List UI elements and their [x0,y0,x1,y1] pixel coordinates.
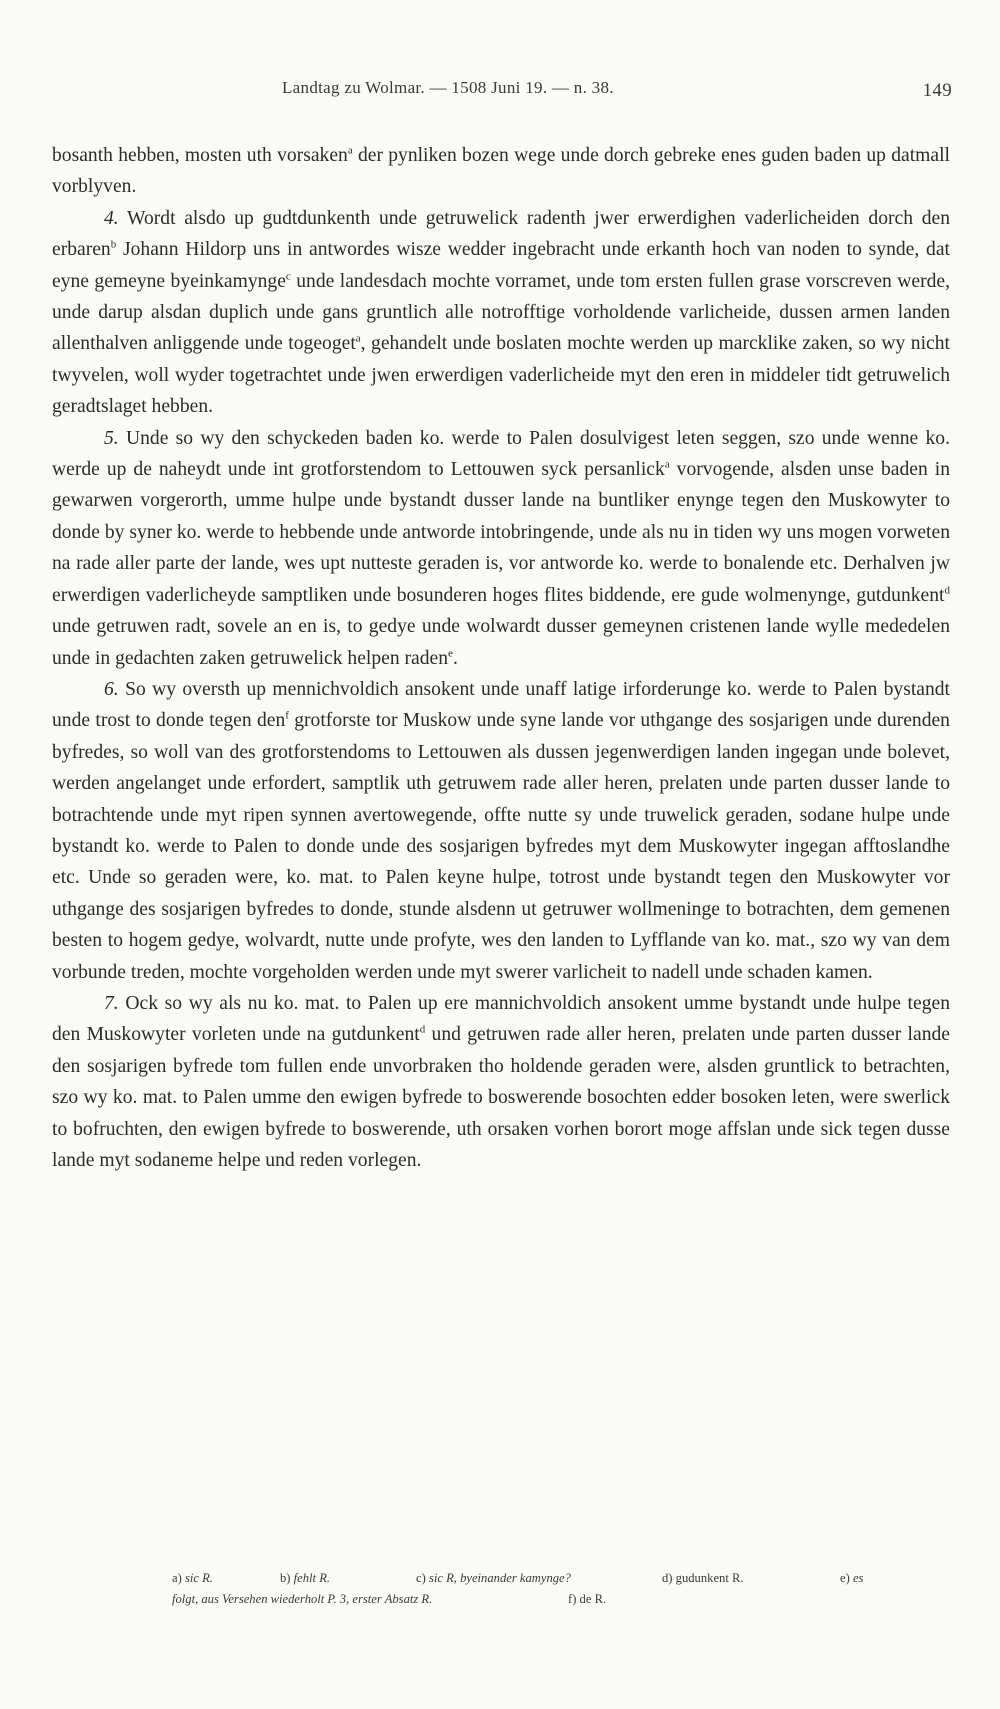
footnote-c: c) sic R, byeinander kamynge? [416,1571,571,1585]
footnote-marker: d [419,1023,426,1036]
text-run: So wy oversth up mennichvoldich ansokent unde unaff latige irforderunge ko. werde to Palen bystandt unde trost to donde tegen den [52,678,950,732]
text-run: Ock so wy als nu ko. mat. to Palen up ere mannichvoldich ansokent umme bystandt unde hulpe tegen den Muskowyter vorleten unde na gutdunkent [52,992,950,1046]
paragraph [52,203,950,423]
paragraph-number: 6. [104,678,119,700]
paragraph-number: 4. [104,207,119,229]
paragraph [52,674,950,988]
paragraph [52,988,950,1176]
text-run: Johann Hildorp uns in antwordes wisze wedder ingebracht unde erkanth hoch van noden to synde, dat eyne gemeyne byeinkamynge [52,239,950,292]
text-run: . [452,647,458,669]
footnote-marker: f [285,709,289,722]
paragraph [52,140,950,203]
footnote-marker: a [355,332,361,345]
footnote-line-1 [172,1568,992,1589]
page-number: 149 [922,80,952,101]
paragraph-number: 7. [104,992,119,1014]
footnote-marker: b [110,238,117,251]
text-run: Unde so wy den schyckeden baden ko. werde to Palen dosulvigest leten seggen, szo unde wenne ko. werde up de naheydt unde int grotforstendom to Lettouwen syck persanlick [52,427,950,481]
text-run: und getruwen rade aller heren, prelaten unde parten dusser lande den sosjarigen byfrede tom fullen ende unvorbraken tho holdende geraden were, alsden gruntlick to betrachten, szo wy ko. mat. to Palen umme den ewigen byfrede to boswerende bosochten edder bosoken leten, were swerlick to bofruchten, den ewigen byfrede to boswerende, uth orsaken vorhen borort moge affslan unde sick tegen dusse lande myt sodaneme helpe und reden vorlegen. [52,1024,950,1171]
footnote-marker: e [448,646,453,659]
footnote-b: b) fehlt R. [280,1571,331,1585]
footnote-line-2 [172,1589,992,1610]
paragraph-number: 5. [104,427,119,449]
footnote-f: f) de R. [568,1592,607,1606]
text-run: unde getruwen radt, sovele an en is, to gedye unde wolwardt dusser gemeynen cristenen lande wylle mededelen unde in gedachten zaken getruwelick helpen raden [52,616,950,669]
paragraph [52,423,950,674]
text-run: , gehandelt unde boslaten mochte werden up marcklike zaken, so wy nicht twyvelen, woll wyder togetrachtet unde jwen erwerdigen vaderlicheide myt den eren in middeler tidt getruwelich geradtslaget hebben. [52,333,950,418]
footnotes [172,1568,992,1610]
page-header [52,78,950,108]
text-run: bosanth hebben, mosten uth vorsaken [52,145,348,166]
footnote-d: d) gudunkent R. [662,1571,744,1585]
footnote-e: e) es [840,1571,864,1585]
text-run: grotforste tor Muskow unde syne lande vor uthgange des sosjarigen unde durenden byfredes, so woll van des grotforstendoms to Lettouwen als dussen jegenwerdigen landen ingegan unde bolevet, werden angelanget unde erfordert, samptlik uth getruwem rade aller heren, prelaten unde parten dusser lande to botrachtende unde myt ripen synnen avertowegende, offte nutte sy unde truwelick geraden, sodane hulpe unde bystandt ko. werde to Palen to donde unde des sosjarigen byfredes myt dem Muskowyter ingegan afftoslandhe etc. Unde so geraden were, ko. mat. to Palen keyne hulpe, totrost unde bystandt tegen den Muskowyter vor uthgange des sosjarigen byfredes to donde, stunde alsdenn ut getruwer wollmeninge to botrachten, dem gemenen besten to hogem gedye, wolvardt, nutte unde profyte, wes den landen to Lyfflande van ko. mat., szo wy van dem vorbunde treden, mochte vorgeholden werden unde myt swerer varlicheit to nadell unde schaden kamen. [52,710,950,983]
footnote-marker: a [347,144,353,157]
running-title: Landtag zu Wolmar. — 1508 Juni 19. — n. 38. [282,78,614,97]
footnote-a: a) sic R. [172,1571,213,1585]
footnote-marker: d [944,584,950,597]
footnote-marker: a [664,458,670,471]
text-run: Wordt alsdo up gudtdunkenth unde getruwelick radenth jwer erwerdighen vaderlicheiden dorch den erbaren [52,207,950,261]
footnote-e-continued: folgt, aus Versehen wiederholt P. 3, erster Absatz R. [172,1592,433,1606]
text-run: vorvogende, alsden unse baden in gewarwen vorgerorth, umme hulpe unde bystandt dusser lande na buntliker enynge tegen den Muskowyter to donde by syner ko. werde to hebbende unde antworde intobringende, unde als nu in tiden wy uns mogen vorweten na rade aller parte der lande, wes upt nutteste geraden is, vor antworde ko. werde to bonalende etc. Derhalven jw erwerdigen vaderlicheyde samptliken unde bosunderen hoges flites biddende, ere gude wolmenynge, gutdunkent [52,459,950,606]
footnote-marker: c [285,270,291,283]
text-run: der pynliken bozen wege unde dorch gebreke enes guden baden up datmall vorblyven. [52,145,950,198]
text-run: unde landesdach mochte vorramet, unde tom ersten fullen grase vorscreven werde, unde darup alsdan duplich unde gans gruntlich alle notrofftige vorholdende varlicheide, dussen armen landen allenthalven anliggende unde togeoget [52,270,951,355]
main-text [52,140,950,1176]
